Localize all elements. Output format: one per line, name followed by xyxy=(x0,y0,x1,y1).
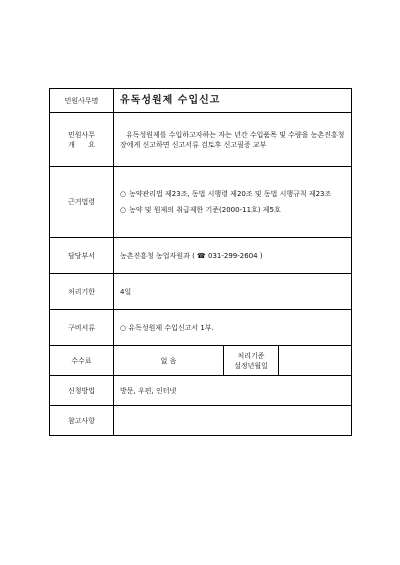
title-value xyxy=(114,89,352,113)
bullet-icon: ○ xyxy=(120,323,127,332)
civil-affairs-form xyxy=(49,88,351,436)
legal-basis-item-text: 농약관리법 제23조, 동법 시행령 제20조 및 동법 시행규칙 제23조 xyxy=(129,190,332,198)
overview-label xyxy=(50,113,114,167)
fee-value: 없 음 xyxy=(114,346,224,376)
overview-label-line2: 개 요 xyxy=(68,140,95,149)
legal-basis-label: 근거법령 xyxy=(50,167,114,238)
legal-basis-row xyxy=(50,167,352,238)
title-value-text: 유독성원제 수입신고 xyxy=(120,94,221,106)
period-row xyxy=(50,274,352,310)
period-label: 처리기한 xyxy=(50,274,114,310)
department-row xyxy=(50,238,352,274)
method-label: 신청방법 xyxy=(50,376,114,406)
overview-text: 유독성원제를 수입하고자하는 자는 년간 수입품목 및 수량을 농촌진흥청장에게 신고하면 신고서류 검토후 신고필증 교부 xyxy=(114,113,352,167)
criteria-date-value xyxy=(279,346,352,376)
method-row xyxy=(50,376,352,406)
department-value xyxy=(114,238,352,274)
documents-value xyxy=(114,310,352,346)
reference-value xyxy=(114,406,352,436)
title-label: 민원사무명 xyxy=(50,89,114,113)
fee-row xyxy=(50,346,352,376)
reference-row xyxy=(50,406,352,436)
bullet-icon: ○ xyxy=(120,190,127,198)
department-label: 담당부서 xyxy=(50,238,114,274)
documents-text: 유독성원제 수입신고서 1부. xyxy=(128,323,214,332)
overview-label-line1: 민원사무 xyxy=(67,130,96,139)
legal-basis-list xyxy=(114,167,352,238)
bullet-icon: ○ xyxy=(120,206,127,214)
phone-icon: ☎ xyxy=(197,251,206,260)
criteria-date-label xyxy=(224,346,279,376)
fee-label: 수수료 xyxy=(50,346,114,376)
form-table xyxy=(49,88,352,436)
criteria-label-line2: 설정년월일 xyxy=(234,361,268,370)
criteria-label-line1: 처리기준 xyxy=(237,351,265,360)
documents-label: 구비서류 xyxy=(50,310,114,346)
legal-basis-item-text: 농약 및 원제의 취급제한 기준(2000-11호) 제5호 xyxy=(129,206,281,214)
department-phone: 031-299-2604 ) xyxy=(208,251,263,260)
legal-basis-item xyxy=(120,189,347,199)
legal-basis-item xyxy=(120,205,347,215)
method-value: 방문, 우편, 인터넷 xyxy=(114,376,352,406)
department-name: 농촌진흥청 농업자원과 ( xyxy=(120,251,195,260)
reference-label: 참고사항 xyxy=(50,406,114,436)
documents-row xyxy=(50,310,352,346)
period-value: 4일 xyxy=(114,274,352,310)
title-row xyxy=(50,89,352,113)
overview-row xyxy=(50,113,352,167)
